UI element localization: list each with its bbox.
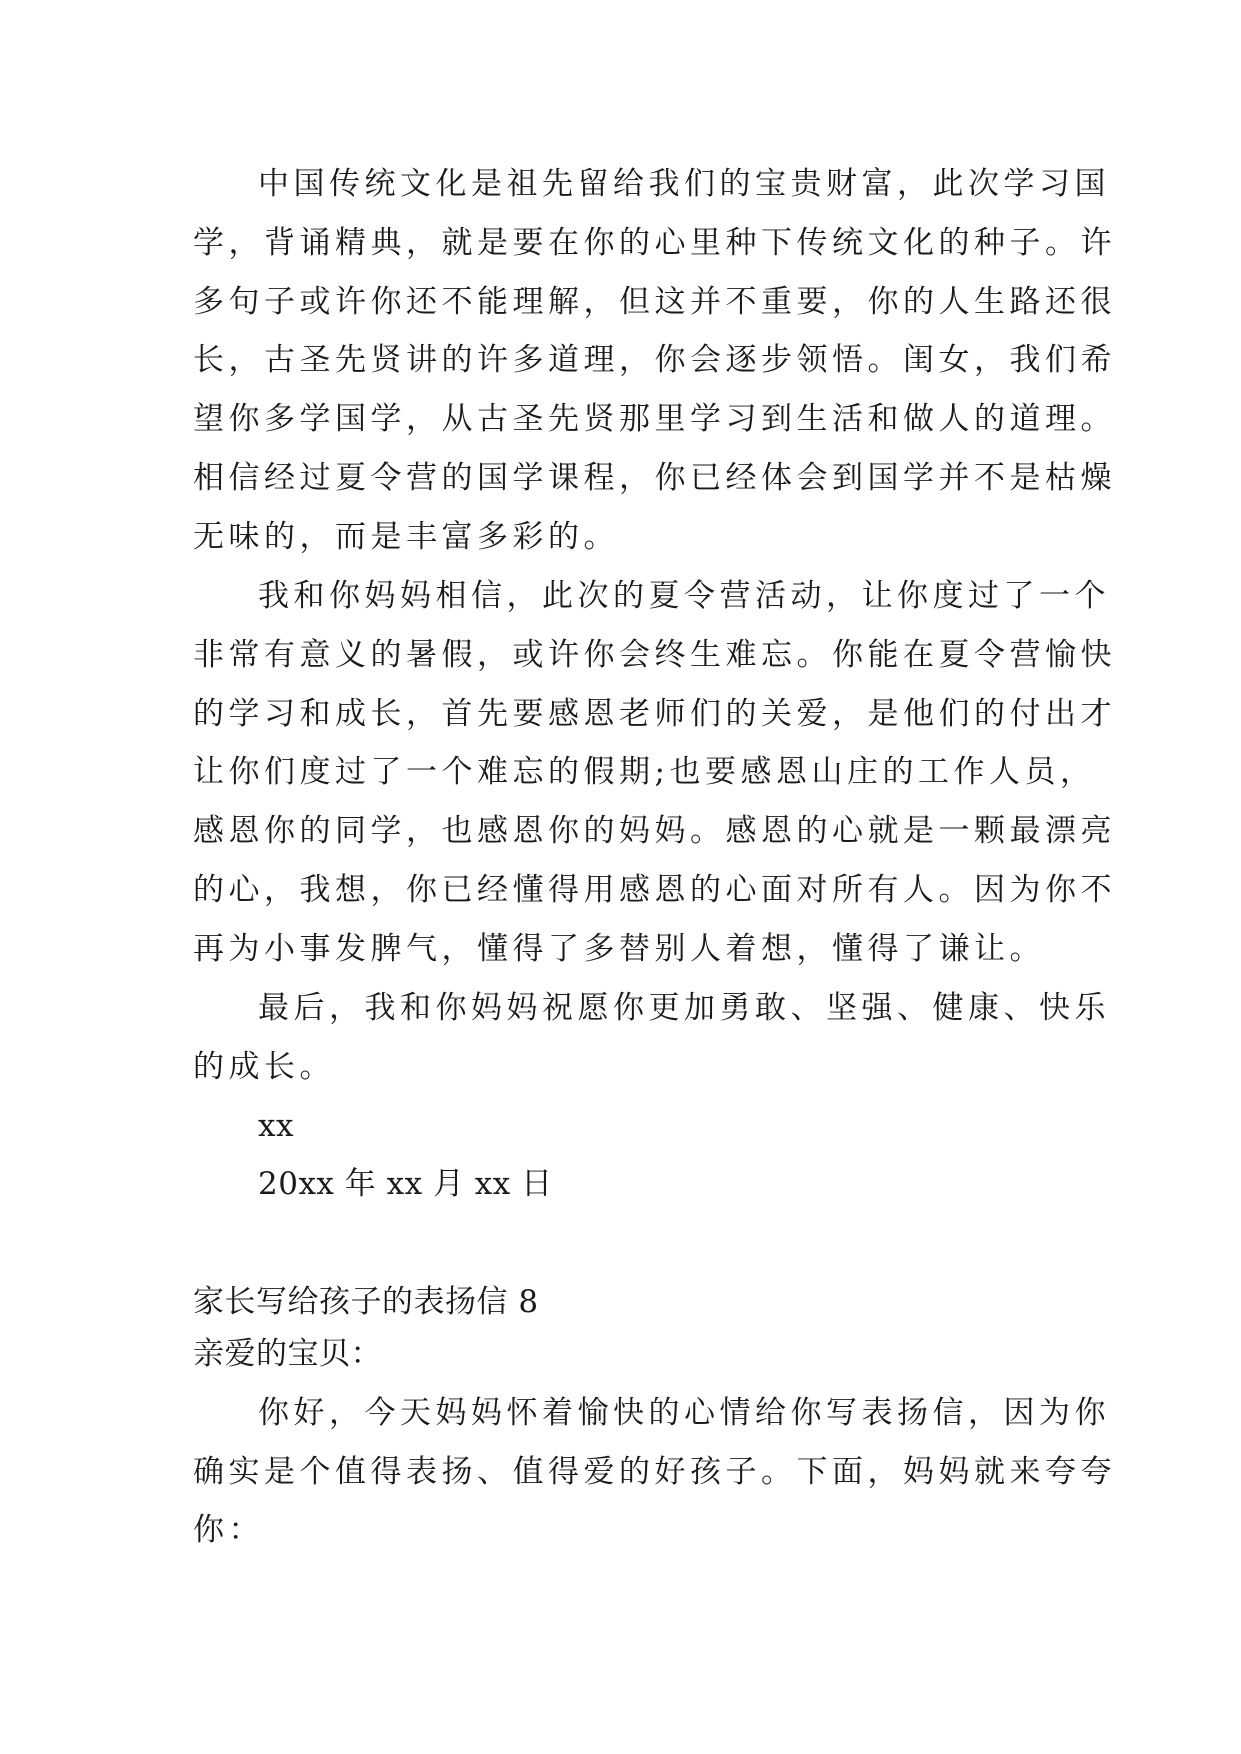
- paragraph-2-line-2: 非常有意义的暑假，或许你会终生难忘。你能在夏令营愉快: [193, 637, 1116, 673]
- paragraph-3-line-1: 最后，我和你妈妈祝愿你更加勇敢、坚强、健康、快乐: [258, 990, 1110, 1026]
- paragraph-2-line-7: 再为小事发脾气，懂得了多替别人着想，懂得了谦让。: [193, 931, 1045, 967]
- paragraph-1-line-3: 多句子或许你还不能理解，但这并不重要，你的人生路还很: [193, 284, 1116, 320]
- paragraph-2-line-4: 让你们度过了一个难忘的假期;也要感恩山庄的工作人员，: [193, 754, 1096, 790]
- paragraph-1-line-1: 中国传统文化是祖先留给我们的宝贵财富，此次学习国: [258, 166, 1110, 202]
- paragraph-1-line-4: 长，古圣先贤讲的许多道理，你会逐步领悟。闺女，我们希: [193, 342, 1116, 378]
- paragraph-3-line-2: 的成长。: [193, 1049, 335, 1085]
- paragraph-1-line-7: 无味的，而是丰富多彩的。: [193, 519, 619, 555]
- paragraph-2-line-1: 我和你妈妈相信，此次的夏令营活动，让你度过了一个: [258, 578, 1110, 614]
- section-title: 家长写给孩子的表扬信 8: [193, 1284, 539, 1320]
- paragraph-4-line-3: 你：: [193, 1512, 264, 1548]
- paragraph-4-line-1: 你好，今天妈妈怀着愉快的心情给你写表扬信，因为你: [258, 1395, 1110, 1431]
- signature: xx: [258, 1108, 294, 1144]
- paragraph-1-line-2: 学，背诵精典，就是要在你的心里种下传统文化的种子。许: [193, 225, 1116, 261]
- paragraph-1-line-5: 望你多学国学，从古圣先贤那里学习到生活和做人的道理。: [193, 401, 1116, 437]
- paragraph-2-line-3: 的学习和成长，首先要感恩老师们的关爱，是他们的付出才: [193, 696, 1116, 732]
- paragraph-2-line-6: 的心，我想，你已经懂得用感恩的心面对所有人。因为你不: [193, 872, 1116, 908]
- paragraph-2-line-5: 感恩你的同学，也感恩你的妈妈。感恩的心就是一颗最漂亮: [193, 813, 1116, 849]
- paragraph-1-line-6: 相信经过夏令营的国学课程，你已经体会到国学并不是枯燥: [193, 460, 1116, 496]
- date: 20xx 年 xx 月 xx 日: [258, 1166, 553, 1202]
- salutation: 亲爱的宝贝：: [193, 1336, 382, 1372]
- paragraph-4-line-2: 确实是个值得表扬、值得爱的好孩子。下面，妈妈就来夸夸: [193, 1454, 1116, 1490]
